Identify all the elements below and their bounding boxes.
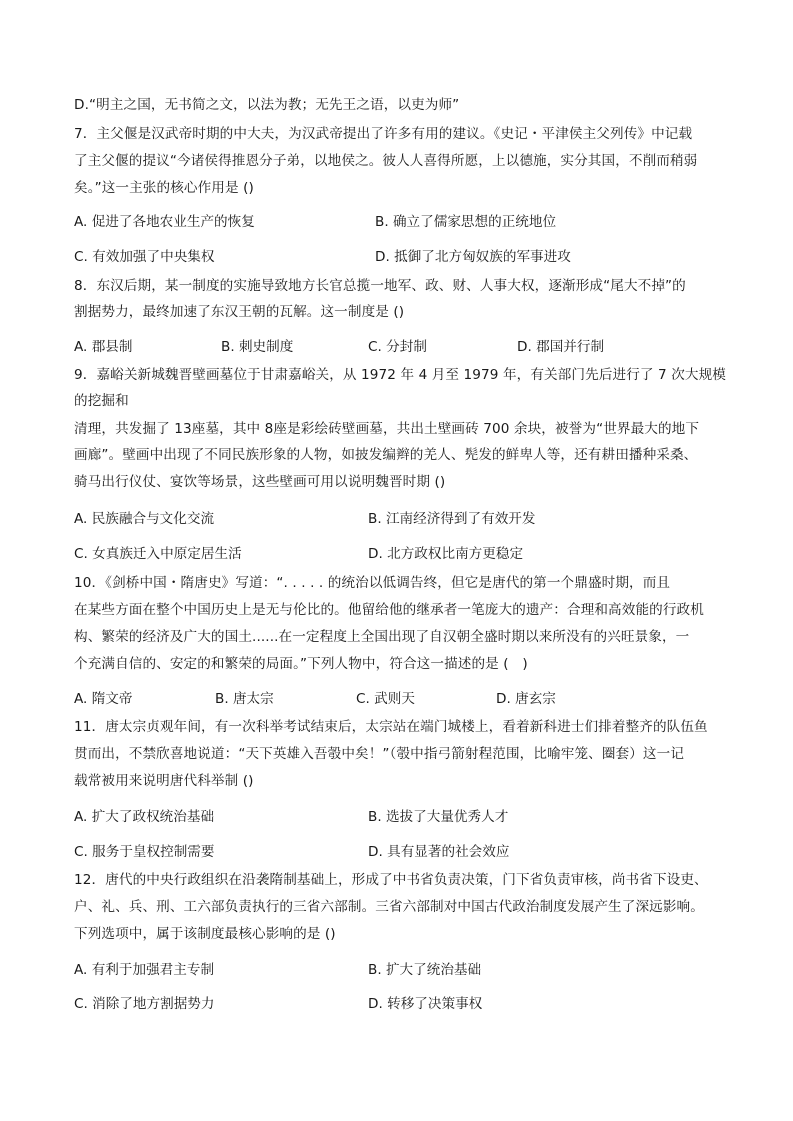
q9-option-d: D. 北方政权比南方更稳定 xyxy=(368,546,524,562)
q7-option-d: D. 抵御了北方匈奴族的军事进攻 xyxy=(375,249,571,265)
q9-stem-line-3: 清理，共发掘了 13座墓，其中 8座是彩绘砖壁画墓，共出土壁画砖 700 余块，被誉为“世界最大的地下 xyxy=(74,421,700,437)
q9-stem-line-5: 骑马出行仪仗、宴饮等场景，这些壁画可用以说明魏晋时期 () xyxy=(74,474,446,490)
q12-option-a: A. 有利于加强君主专制 xyxy=(74,962,215,978)
q8-option-a: A. 郡县制 xyxy=(74,339,133,355)
q8-stem-line-2: 割据势力，最终加速了东汉王朝的瓦解。这一制度是 () xyxy=(74,304,405,320)
q7-option-b: B. 确立了儒家思想的正统地位 xyxy=(375,214,557,230)
q9-stem-line-4: 画廊”。壁画中出现了不同民族形象的人物，如披发编辫的羌人、髡发的鲜卑人等，还有耕田播种采桑、 xyxy=(74,447,698,463)
q7-option-a: A. 促进了各地农业生产的恢复 xyxy=(74,214,255,230)
q10-option-c: C. 武则天 xyxy=(356,691,415,707)
q9-option-a: A. 民族融合与文化交流 xyxy=(74,511,215,527)
q10-option-b: B. 唐太宗 xyxy=(215,691,274,707)
q12-option-d: D. 转移了决策事权 xyxy=(368,996,483,1012)
q11-option-c: C. 服务于皇权控制需要 xyxy=(74,844,215,860)
q6-option-d: D.“明主之国，无书简之文，以法为教；无先王之语，以吏为师” xyxy=(74,97,460,113)
q9-stem-line-1: 9．嘉峪关新城魏晋壁画墓位于甘肃嘉峪关，从 1972 年 4 月至 1979 年，有关部门先后进行了 7 次大规模 xyxy=(74,367,726,383)
q11-option-d: D. 具有显著的社会效应 xyxy=(368,844,510,860)
q10-stem-line-2: 在某些方面在整个中国历史上是无与伦比的。他留给他的继承者一笔庞大的遗产：合理和高效能的行政机 xyxy=(74,602,704,618)
q8-option-d: D. 郡国并行制 xyxy=(517,339,605,355)
q10-stem-line-4: 个充满自信的、安定的和繁荣的局面。”下列人物中，符合这一描述的是 ( ) xyxy=(74,656,528,672)
q8-stem-line-1: 8．东汉后期，某一制度的实施导致地方长官总揽一地军、政、财、人事大权，逐渐形成“尾大不掉”的 xyxy=(74,278,686,294)
q9-stem-line-2: 的挖掘和 xyxy=(74,393,129,409)
q12-stem-line-2: 户、礼、兵、刑、工六部负责执行的三省六部制。三省六部制对中国古代政治制度发展产生了深远影响。 xyxy=(74,899,704,915)
q11-stem-line-1: 11．唐太宗贞观年间，有一次科举考试结束后，太宗站在端门城楼上，看着新科进士们排着整齐的队伍鱼 xyxy=(74,719,708,735)
q12-option-c: C. 消除了地方割据势力 xyxy=(74,996,215,1012)
q10-stem-line-3: 构、繁荣的经济及广大的国土......在一定程度上全国出现了自汉朝全盛时期以来所没有的兴旺景象，一 xyxy=(74,629,690,645)
q10-option-a: A. 隋文帝 xyxy=(74,691,133,707)
q7-stem-line-2: 了主父偃的提议“今诸侯得推恩分子弟，以地侯之。彼人人喜得所愿，上以德施，实分其国，不削而稍弱 xyxy=(74,153,698,169)
q10-stem-line-1: 10．《剑桥中国・隋唐史》写道：“. . . . . 的统治以低调告终，但它是唐代的第一个鼎盛时期，而且 xyxy=(74,575,671,591)
q11-option-b: B. 选拔了大量优秀人才 xyxy=(368,809,509,825)
q9-option-c: C. 女真族迁入中原定居生活 xyxy=(74,546,242,562)
q11-stem-line-2: 贯而出，不禁欣喜地说道：“天下英雄入吾彀中矣！”（彀中指弓箭射程范围，比喻牢笼、圈套）这一记 xyxy=(74,746,685,762)
q12-option-b: B. 扩大了统治基础 xyxy=(368,962,482,978)
q8-option-b: B. 刺史制度 xyxy=(221,339,294,355)
q12-stem-line-1: 12．唐代的中央行政组织在沿袭隋制基础上，形成了中书省负责决策，门下省负责审核，尚书省下设吏、 xyxy=(74,872,708,888)
q8-option-c: C. 分封制 xyxy=(368,339,427,355)
q7-option-c: C. 有效加强了中央集权 xyxy=(74,249,215,265)
q9-option-b: B. 江南经济得到了有效开发 xyxy=(368,511,536,527)
q11-stem-line-3: 载常被用来说明唐代科举制 () xyxy=(74,773,254,789)
q7-stem-line-1: 7．主父偃是汉武帝时期的中大夫，为汉武帝提出了许多有用的建议。《史记・平津侯主父列传》中记载 xyxy=(74,126,693,142)
q12-stem-line-3: 下列选项中，属于该制度最核心影响的是 () xyxy=(74,926,336,942)
q10-option-d: D. 唐玄宗 xyxy=(496,691,556,707)
q7-stem-line-3: 矣。”这一主张的核心作用是 () xyxy=(74,180,254,196)
q11-option-a: A. 扩大了政权统治基础 xyxy=(74,809,215,825)
